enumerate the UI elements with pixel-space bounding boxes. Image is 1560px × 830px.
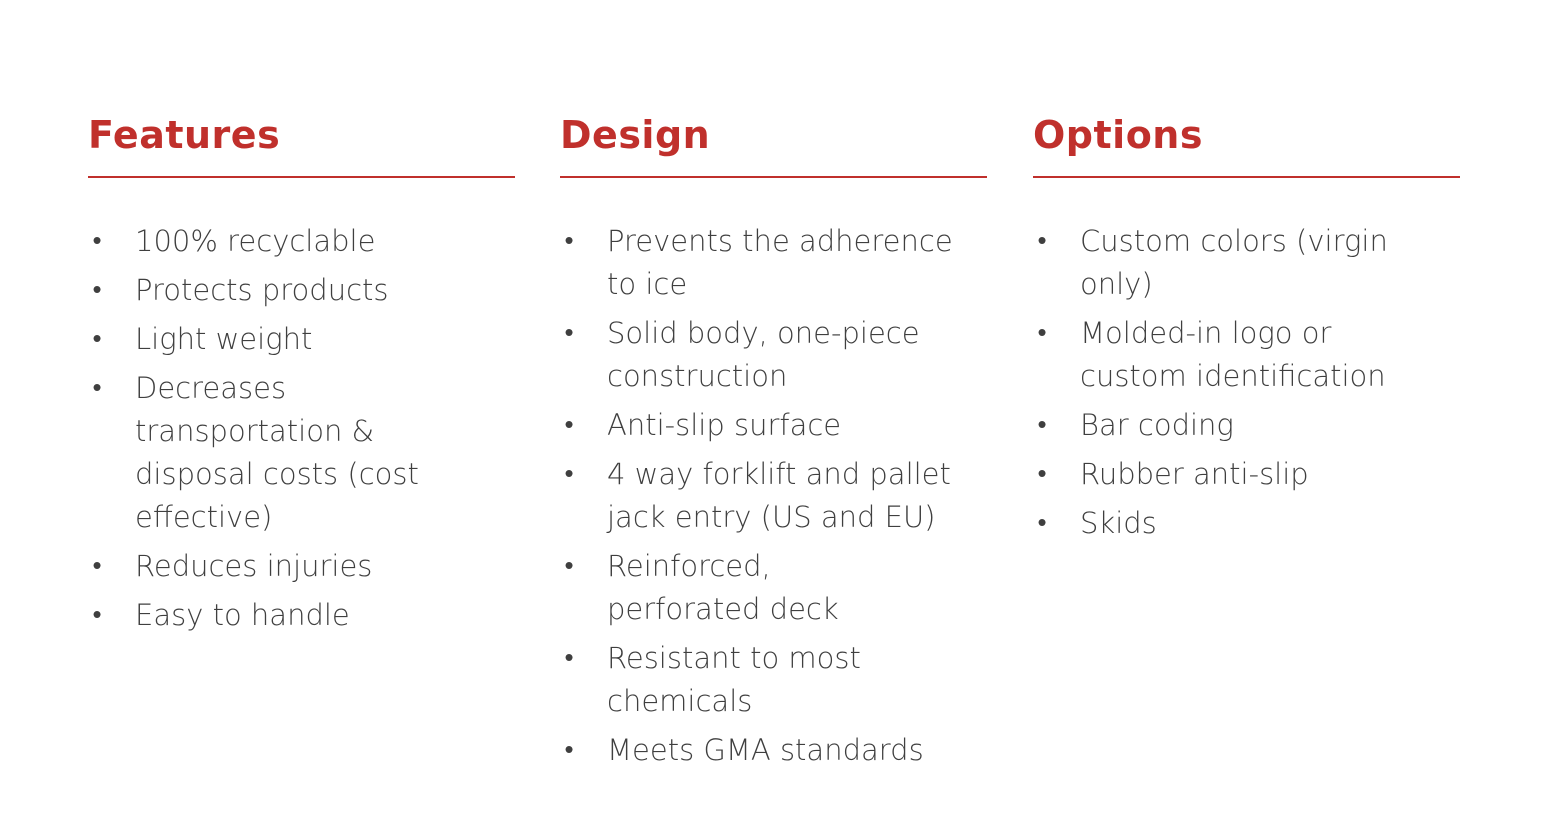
list-item-text: Prevents the adherence to ice — [607, 224, 953, 301]
list-item-text: Easy to handle — [135, 598, 350, 632]
list-item — [1033, 453, 1460, 496]
bullet-icon: • — [564, 459, 574, 489]
design-list — [560, 220, 987, 772]
design-heading: Design — [560, 113, 711, 157]
list-item — [88, 545, 515, 588]
list-item — [560, 312, 987, 398]
bullet-icon: • — [92, 600, 102, 630]
bullet-icon: • — [564, 551, 574, 581]
bullet-icon: • — [92, 226, 102, 256]
list-item-text: Skids — [1080, 506, 1157, 540]
list-item — [560, 453, 987, 539]
bullet-icon: • — [1037, 410, 1047, 440]
list-item — [1033, 312, 1460, 398]
options-column — [1033, 108, 1460, 551]
list-item-text: Reinforced, perforated deck — [607, 549, 839, 626]
bullet-icon: • — [1037, 226, 1047, 256]
list-item-text: Decreases transportation & disposal costs (cost effective) — [135, 371, 419, 534]
bullet-icon: • — [564, 226, 574, 256]
bullet-icon: • — [1037, 318, 1047, 348]
list-item — [88, 318, 515, 361]
options-divider — [1033, 176, 1460, 178]
list-item — [560, 220, 987, 306]
list-item-text: Meets GMA standards — [607, 733, 924, 767]
list-item — [560, 637, 987, 723]
list-item-text: 4 way forklift and pallet jack entry (US and EU) — [607, 457, 951, 534]
list-item-text: Bar coding — [1080, 408, 1234, 442]
list-item — [1033, 220, 1460, 306]
list-item — [1033, 404, 1460, 447]
list-item — [560, 404, 987, 447]
bullet-icon: • — [1037, 459, 1047, 489]
list-item-text: Light weight — [135, 322, 313, 356]
bullet-icon: • — [1037, 508, 1047, 538]
bullet-icon: • — [92, 373, 102, 403]
bullet-icon: • — [564, 735, 574, 765]
list-item-text: Anti-slip surface — [607, 408, 842, 442]
list-item-text: Reduces injuries — [135, 549, 373, 583]
bullet-icon: • — [92, 551, 102, 581]
bullet-icon: • — [92, 324, 102, 354]
list-item-text: Molded-in logo or custom identification — [1080, 316, 1386, 393]
list-item-text: Resistant to most chemicals — [607, 641, 861, 718]
design-column — [560, 108, 987, 778]
features-divider — [88, 176, 515, 178]
list-item-text: Protects products — [135, 273, 389, 307]
options-list — [1033, 220, 1460, 545]
bullet-icon: • — [564, 643, 574, 673]
list-item — [560, 545, 987, 631]
list-item-text: Custom colors (virgin only) — [1080, 224, 1388, 301]
list-item-text: Rubber anti-slip — [1080, 457, 1309, 491]
list-item — [560, 729, 987, 772]
list-item — [88, 594, 515, 637]
list-item — [1033, 502, 1460, 545]
features-column — [88, 108, 515, 643]
features-heading: Features — [88, 113, 281, 157]
bullet-icon: • — [92, 275, 102, 305]
list-item — [88, 269, 515, 312]
design-divider — [560, 176, 987, 178]
bullet-icon: • — [564, 410, 574, 440]
list-item-text: Solid body, one-piece construction — [607, 316, 920, 393]
list-item-text: 100% recyclable — [135, 224, 376, 258]
list-item — [88, 367, 515, 539]
options-heading: Options — [1033, 113, 1203, 157]
bullet-icon: • — [564, 318, 574, 348]
features-list — [88, 220, 515, 637]
list-item — [88, 220, 515, 263]
